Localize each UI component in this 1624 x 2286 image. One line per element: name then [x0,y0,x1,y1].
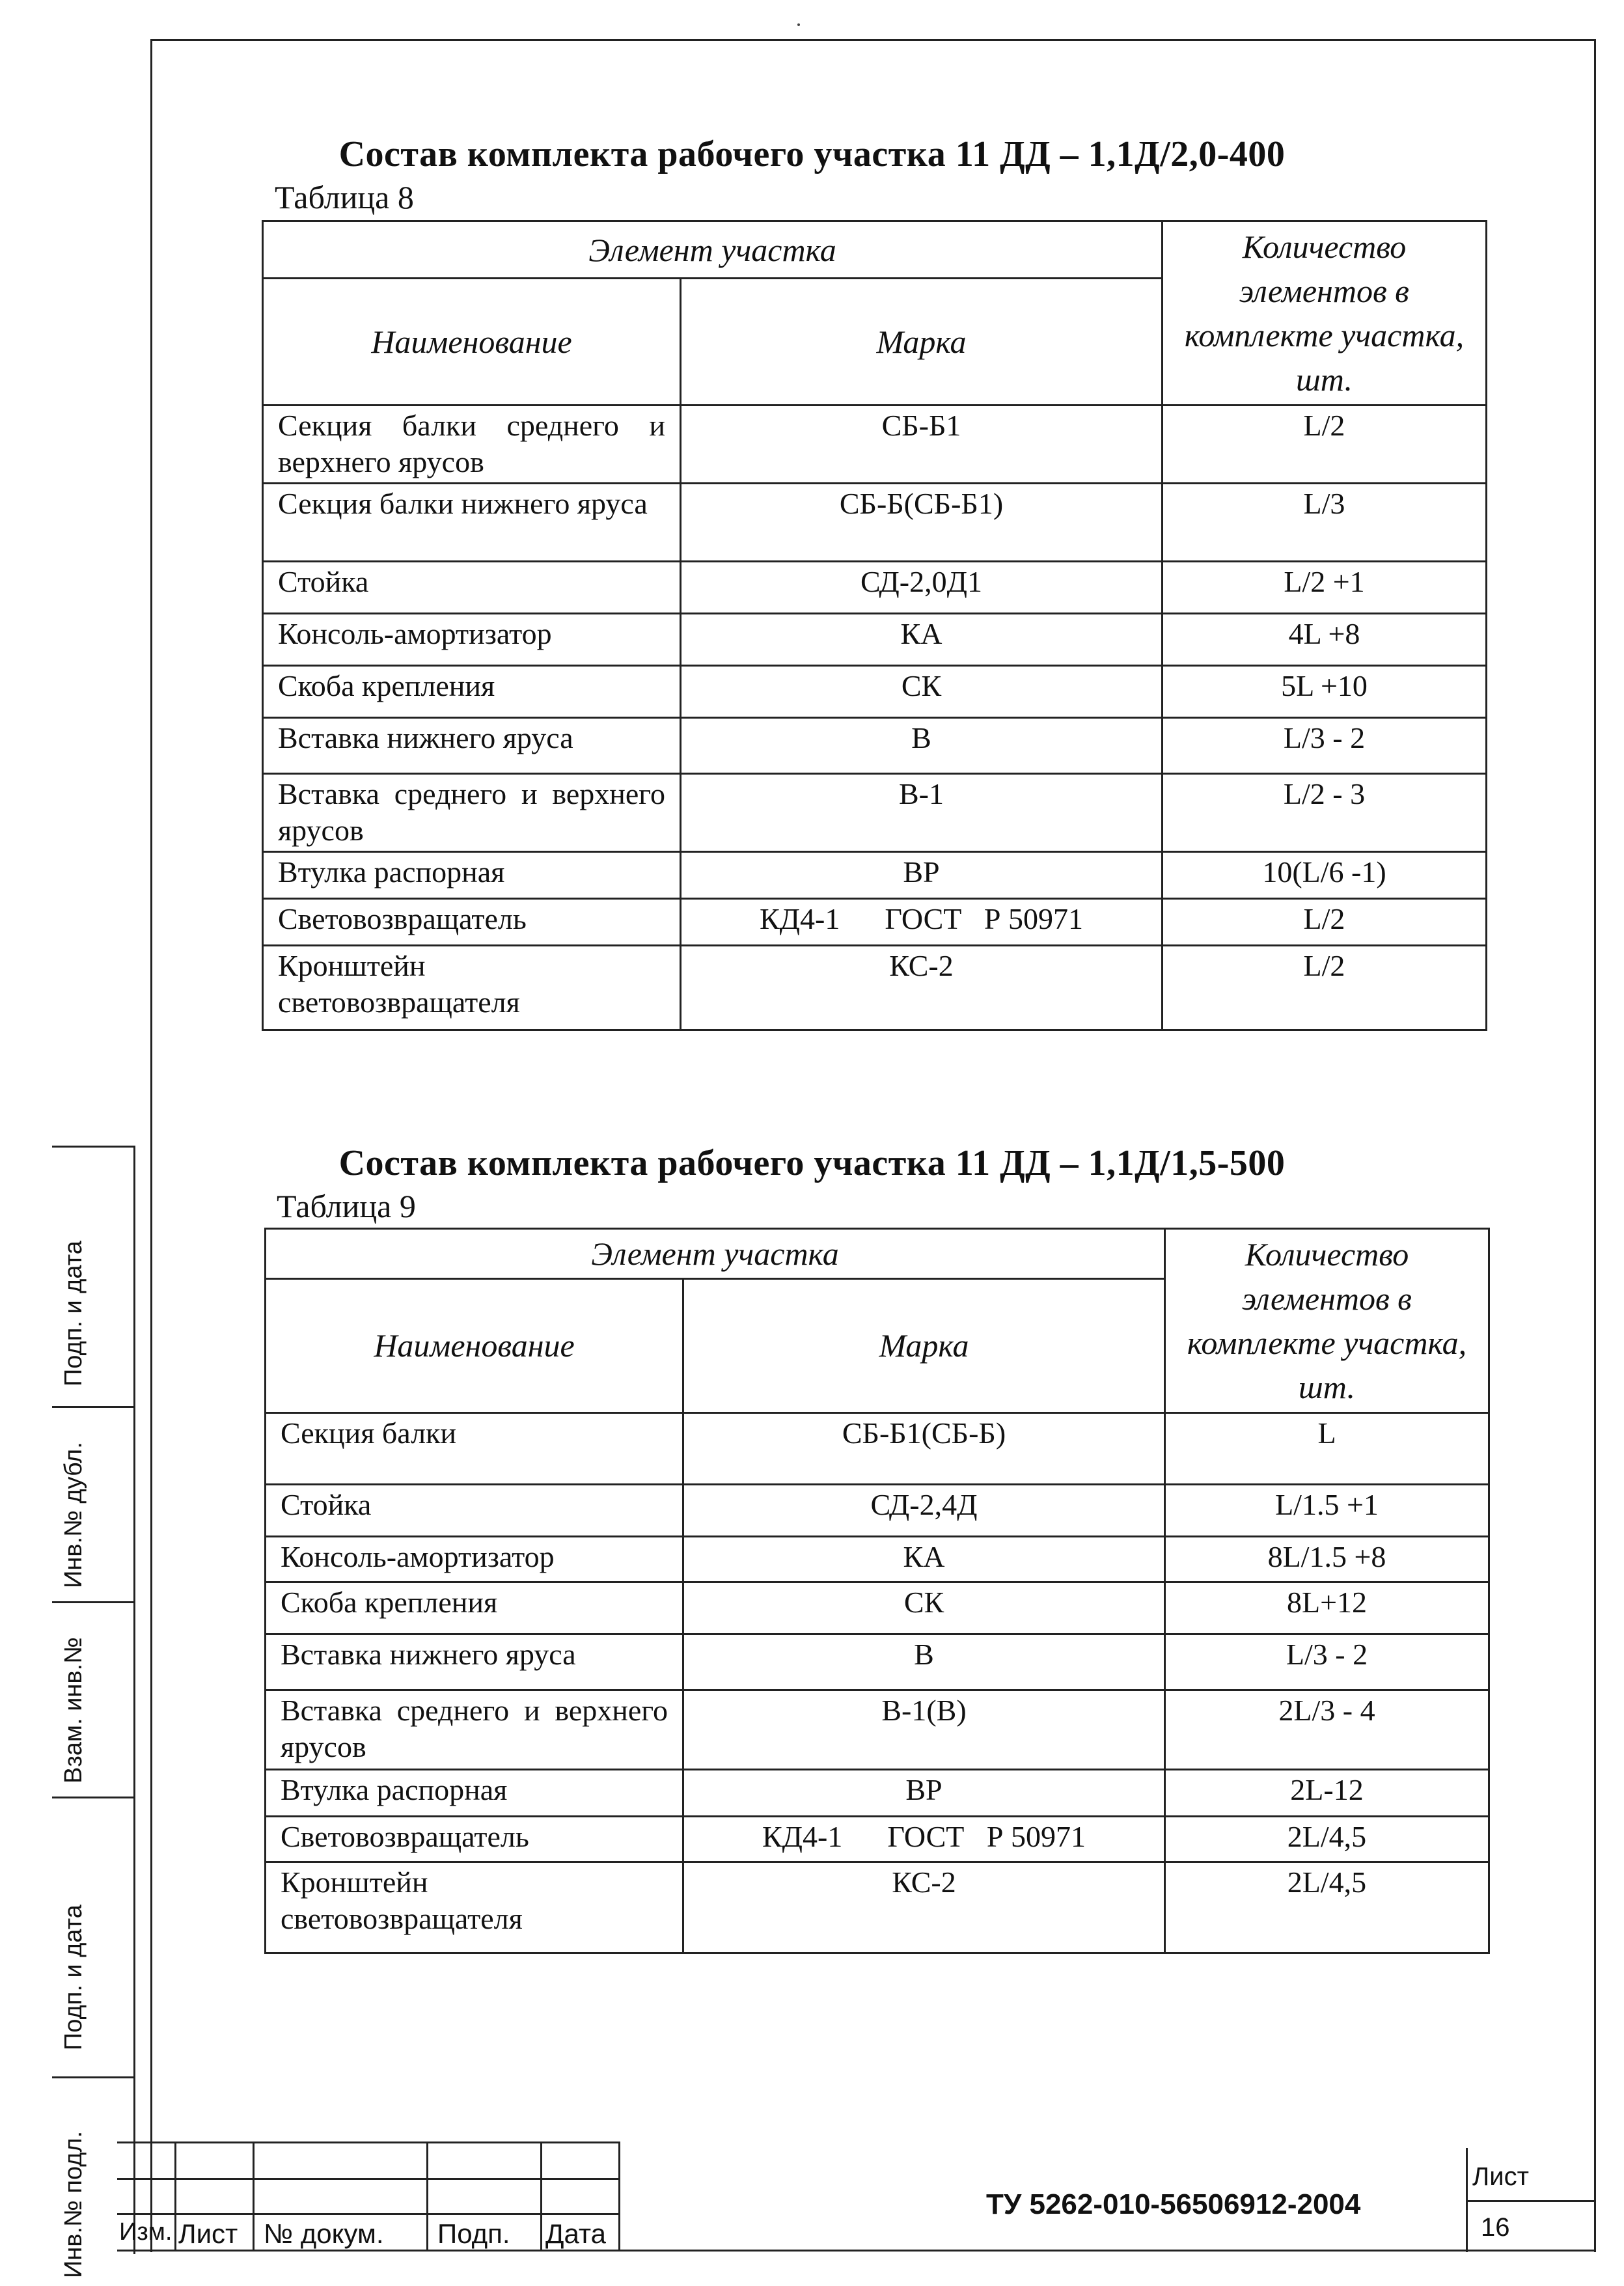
row-qty: 8L/1.5 +8 [1165,1537,1489,1582]
table-row [266,1582,1489,1634]
margin-label: Подп. и дата [60,1905,87,2050]
row-qty: 2L/4,5 [1165,1817,1489,1862]
tb-line [117,2178,618,2180]
document-code: ТУ 5262-010-56506912-2004 [986,2188,1361,2220]
sheet-label: Лист [1472,2162,1529,2191]
row-name: Вставка среднего и верхнего ярусов [266,1690,683,1770]
row-name: Консоль-амортизатор [263,614,681,666]
row-mark: СБ-Б1 [681,406,1163,484]
table-row [266,1862,1489,1953]
row-mark: ВР [683,1770,1165,1817]
margin-label: Подп. и дата [60,1241,87,1386]
row-mark: В-1(В) [683,1690,1165,1770]
row-qty: L/2 [1163,899,1487,946]
row-mark: ВР [681,852,1163,899]
sheet-number: 16 [1481,2213,1510,2242]
table-row [263,946,1487,1030]
table9-title: Состав комплекта рабочего участка 11 ДД – 1,1Д/1,5-500 [338,1143,1286,1183]
header-qty: Количество элементов в комплекте участка, шт. [1165,1229,1489,1413]
row-name: Стойка [263,562,681,614]
table-row [266,1690,1489,1770]
row-mark: КД4-1 ГОСТ Р 50971 [681,899,1163,946]
header-element: Элемент участка [263,221,1163,279]
table-row [266,1413,1489,1485]
row-name: Скоба крепления [263,666,681,718]
row-qty: L/2 [1163,946,1487,1030]
scan-dot [797,23,800,26]
row-qty: L/2 [1163,406,1487,484]
row-mark: СБ-Б1(СБ-Б) [683,1413,1165,1485]
row-mark: В [681,718,1163,774]
frame-bottom-line [117,2250,1596,2252]
table8-label: Таблица 8 [275,179,414,215]
row-name: Вставка нижнего яруса [266,1634,683,1690]
row-mark: СД-2,4Д [683,1485,1165,1537]
table8-title: Состав комплекта рабочего участка 11 ДД – 1,1Д/2,0-400 [338,134,1286,174]
row-mark: КД4-1 ГОСТ Р 50971 [683,1817,1165,1862]
row-qty: L/1.5 +1 [1165,1485,1489,1537]
row-mark: СБ-Б(СБ-Б1) [681,484,1163,562]
header-mark: Марка [681,279,1163,406]
tb-line [117,2141,618,2143]
table-row [266,1537,1489,1582]
tb-line [174,2141,176,2250]
tb-line [1466,2200,1596,2202]
row-name: Втулка распорная [266,1770,683,1817]
row-mark: КС-2 [681,946,1163,1030]
row-name: Кронштейн световозвращателя [263,946,681,1030]
table-row [263,484,1487,562]
col-izm: Изм. [119,2218,172,2246]
row-mark: КА [681,614,1163,666]
row-name: Секция балки [266,1413,683,1485]
margin-label: Инв.№ подл. [60,2130,87,2278]
tb-line [117,2213,618,2215]
row-qty: 4L +8 [1163,614,1487,666]
table-row [263,406,1487,484]
row-mark: СД-2,0Д1 [681,562,1163,614]
row-name: Кронштейн световозвращателя [266,1862,683,1953]
table-row [263,852,1487,899]
table-row [263,718,1487,774]
table-row [263,666,1487,718]
row-mark: В-1 [681,774,1163,852]
row-name: Консоль-амортизатор [266,1537,683,1582]
table-row [266,1485,1489,1537]
table-row [266,1770,1489,1817]
row-qty: L/3 - 2 [1163,718,1487,774]
tb-line [540,2141,542,2250]
header-element: Элемент участка [266,1229,1165,1279]
table8 [262,220,1487,1031]
row-name: Вставка среднего и верхнего ярусов [263,774,681,852]
header-mark: Марка [683,1278,1165,1412]
row-qty: L/2 - 3 [1163,774,1487,852]
row-qty: L/3 [1163,484,1487,562]
col-data: Дата [545,2218,607,2249]
row-qty: 2L/3 - 4 [1165,1690,1489,1770]
row-qty: L/3 - 2 [1165,1634,1489,1690]
margin-divider [52,1797,133,1798]
table-row [263,774,1487,852]
header-name: Наименование [263,279,681,406]
row-qty: 8L+12 [1165,1582,1489,1634]
row-mark: КА [683,1537,1165,1582]
row-name: Секция балки среднего и верхнего ярусов [263,406,681,484]
margin-divider [52,1601,133,1603]
margin-label: Взам. инв.№ [60,1637,87,1783]
row-qty: L [1165,1413,1489,1485]
table-row [266,1817,1489,1862]
table-row [263,614,1487,666]
margin-divider [52,1406,133,1408]
row-qty: 2L-12 [1165,1770,1489,1817]
row-name: Вставка нижнего яруса [263,718,681,774]
col-list: Лист [178,2218,238,2249]
row-mark: СК [683,1582,1165,1634]
row-qty: 10(L/6 -1) [1163,852,1487,899]
row-qty: L/2 +1 [1163,562,1487,614]
table-row [266,1634,1489,1690]
header-qty: Количество элементов в комплекте участка, шт. [1163,221,1487,406]
col-podp: Подп. [437,2218,510,2249]
row-mark: В [683,1634,1165,1690]
col-doc: № докум. [264,2218,384,2249]
row-mark: СК [681,666,1163,718]
table-row [263,899,1487,946]
table-row [263,562,1487,614]
tb-line [253,2141,255,2250]
tb-line [426,2141,428,2250]
margin-label: Инв.№ дубл. [60,1442,87,1588]
row-qty: 2L/4,5 [1165,1862,1489,1953]
row-mark: КС-2 [683,1862,1165,1953]
header-name: Наименование [266,1278,683,1412]
table9 [264,1228,1490,1954]
row-name: Скоба крепления [266,1582,683,1634]
row-name: Световозвращатель [263,899,681,946]
row-name: Световозвращатель [266,1817,683,1862]
row-name: Втулка распорная [263,852,681,899]
tb-line [618,2141,620,2250]
row-name: Секция балки нижнего яруса [263,484,681,562]
margin-divider [52,2076,133,2078]
row-name: Стойка [266,1485,683,1537]
table9-label: Таблица 9 [277,1188,416,1224]
row-qty: 5L +10 [1163,666,1487,718]
